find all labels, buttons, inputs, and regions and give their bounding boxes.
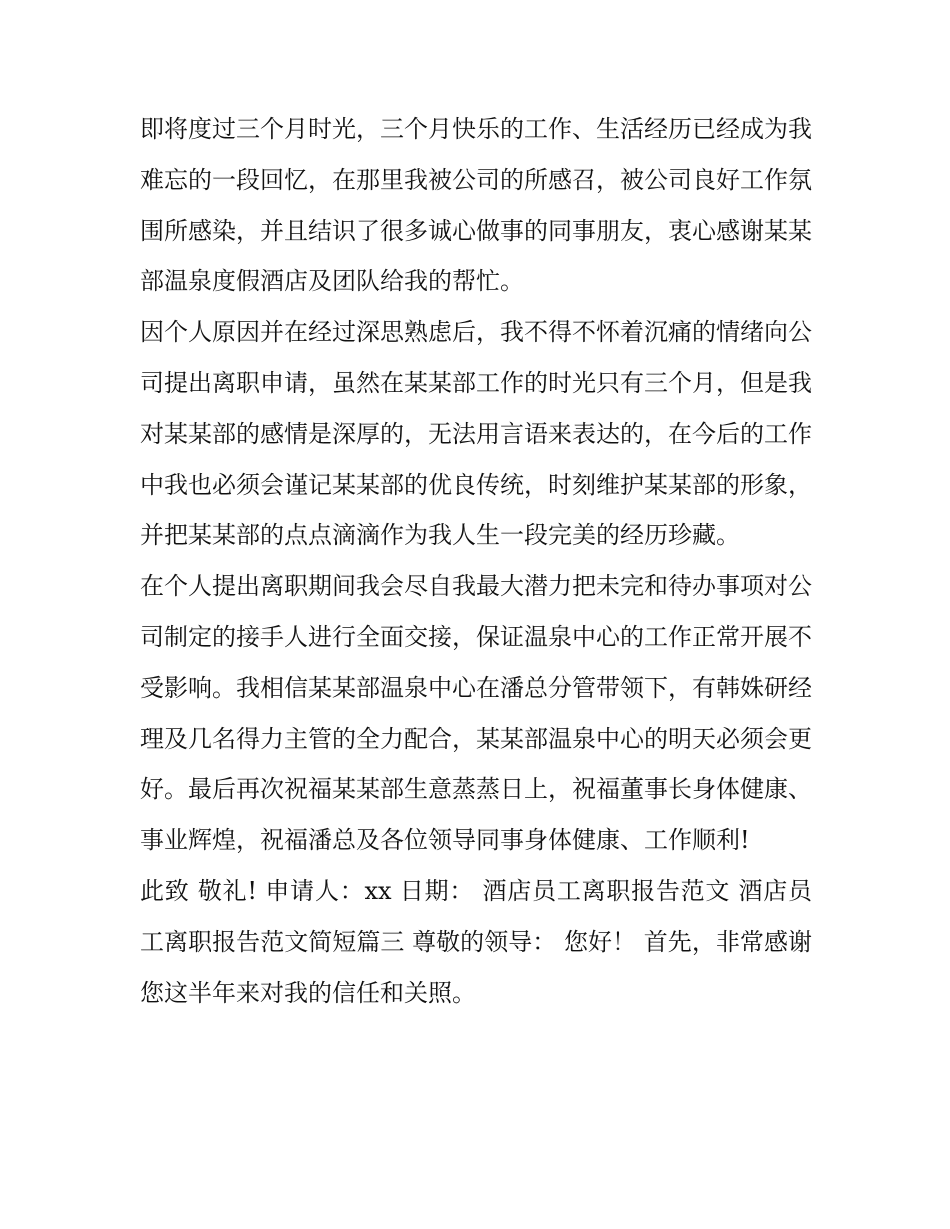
- paragraph-closing: 此致 敬礼! 申请人：xx 日期： 酒店员工离职报告范文 酒店员工离职报告范文简短篇三 尊敬的领导： 您好！ 首先，非常感谢您这半年来对我的信任和关照。: [140, 876, 812, 1007]
- paragraph-resignation-reason: 因个人原因并在经过深思熟虑后，我不得不怀着沉痛的情绪向公司提出离职申请，虽然在某某部工作的时光只有三个月，但是我对某某部的感情是深厚的，无法用言语来表达的，在今后的工作中我也必须会谨记某某部的优良传统，时刻维护某某部的形象，并把某某部的点点滴滴作为我人生一段完美的经历珍藏。: [140, 318, 812, 550]
- document-body: [140, 104, 812, 1018]
- paragraph-gratitude: 即将度过三个月时光，三个月快乐的工作、生活经历已经成为我难忘的一段回忆，在那里我被公司的所感召，被公司良好工作氛围所感染，并且结识了很多诚心做事的同事朋友，衷心感谢某某部温泉度假酒店及团队给我的帮忙。: [140, 115, 812, 296]
- paragraph-handover: 在个人提出离职期间我会尽自我最大潜力把未完和待办事项对公司制定的接手人进行全面交接，保证温泉中心的工作正常开展不受影响。我相信某某部温泉中心在潘总分管带领下，有韩姝研经理及几名得力主管的全力配合，某某部温泉中心的明天必须会更好。最后再次祝福某某部生意蒸蒸日上，祝福董事长身体健康、事业辉煌，祝福潘总及各位领导同事身体健康、工作顺利!: [140, 572, 812, 855]
